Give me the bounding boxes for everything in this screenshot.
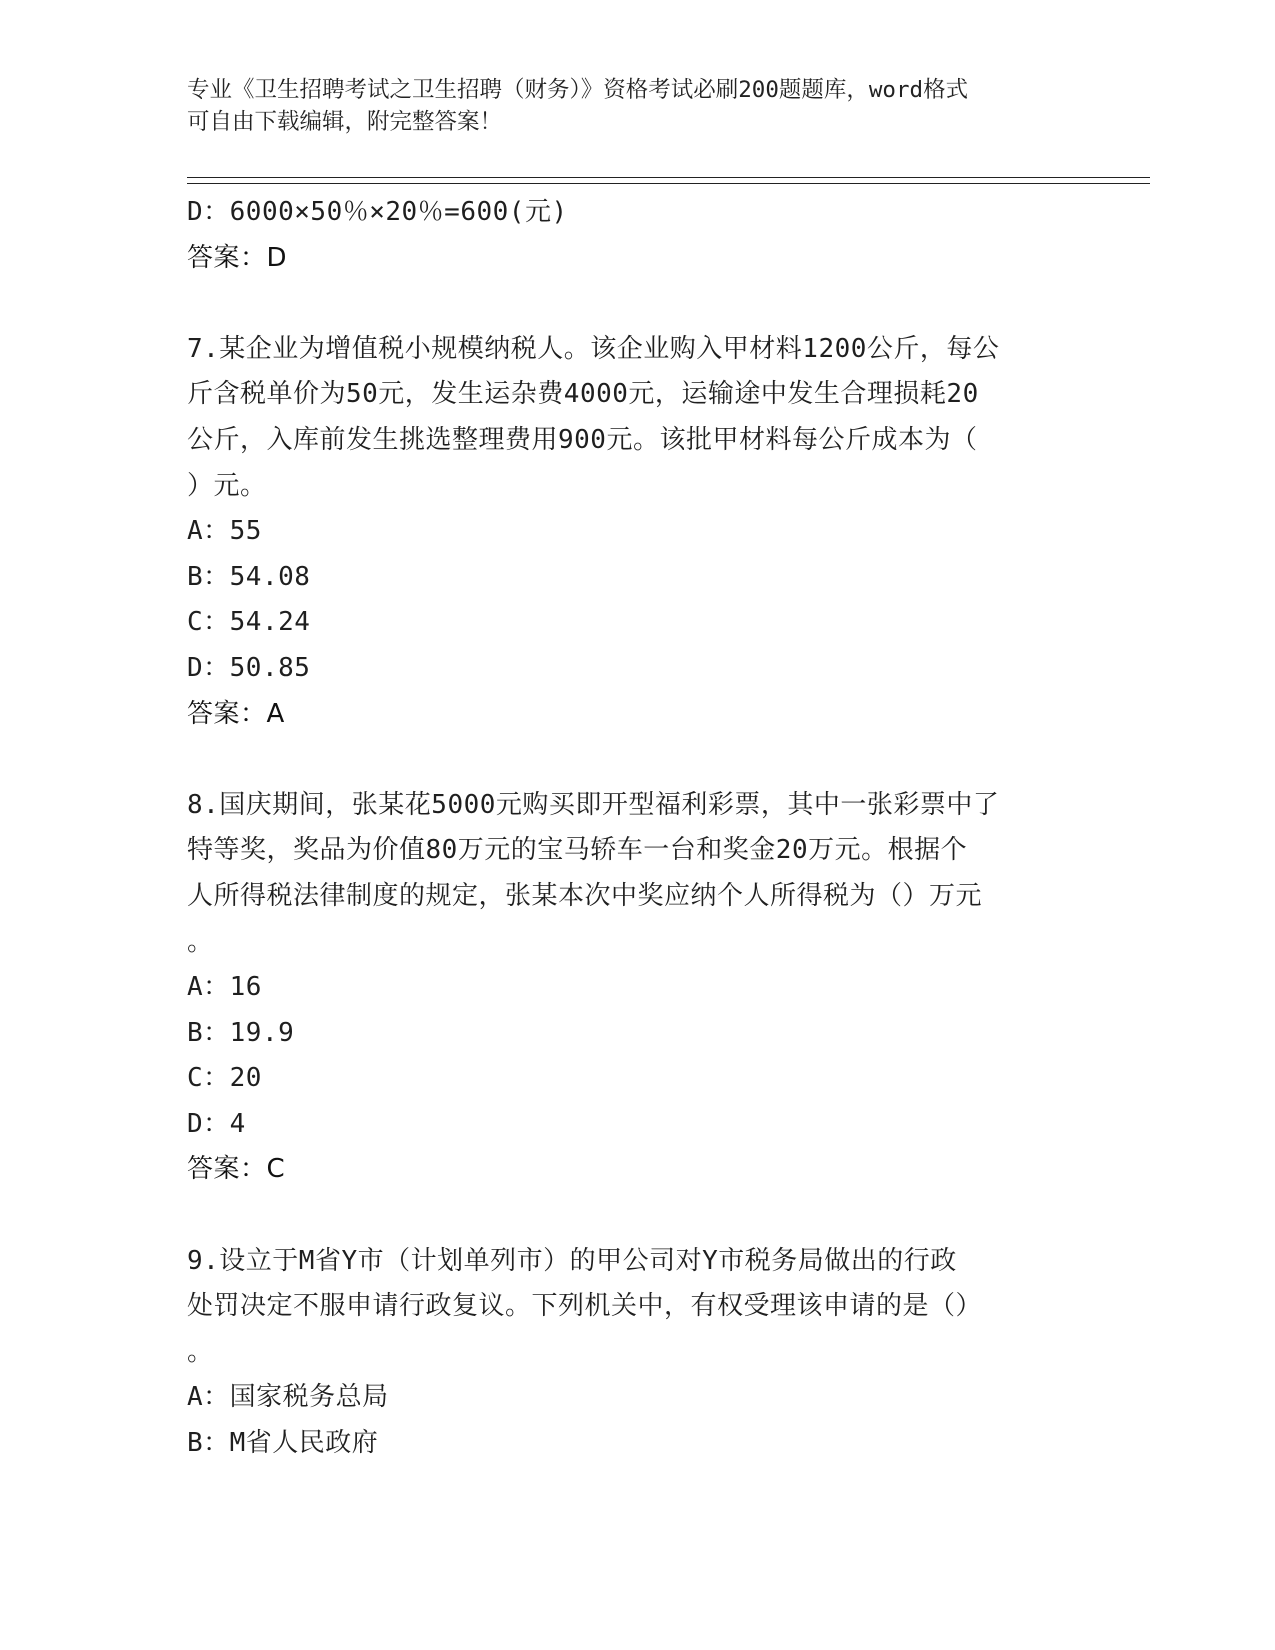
- option-a: A：国家税务总局: [187, 1382, 389, 1413]
- option-a: A：16: [187, 972, 262, 1003]
- option-c: C：20: [187, 1063, 262, 1094]
- option-b: B：19.9: [187, 1017, 295, 1048]
- header-divider-bottom: [187, 183, 1150, 184]
- header-divider-top: [187, 177, 1150, 178]
- option-d: D：4: [187, 1108, 246, 1139]
- answer: 答案：C: [187, 1154, 286, 1185]
- question-stem-line: 人所得税法律制度的规定，张某本次中奖应纳个人所得税为（）万元: [187, 880, 983, 911]
- prev-answer: 答案：D: [187, 242, 288, 273]
- option-b: B：M省人民政府: [187, 1428, 379, 1459]
- question-stem-line: 特等奖，奖品为价值80万元的宝马轿车一台和奖金20万元。根据个: [187, 835, 968, 866]
- question-stem-line: 。: [187, 926, 214, 957]
- question-stem-line: 处罚决定不服申请行政复议。下列机关中，有权受理该申请的是（）: [187, 1291, 983, 1322]
- question-content: [187, 190, 1087, 1467]
- document-header: [187, 74, 1087, 138]
- prev-option-d: D：6000×50％×20％=600(元): [187, 197, 568, 227]
- header-line-1: 专业《卫生招聘考试之卫生招聘（财务）》资格考试必刷200题题库，word格式: [187, 77, 969, 103]
- option-d: D：50.85: [187, 652, 311, 683]
- question-7: [187, 327, 1087, 737]
- question-9: [187, 1239, 1087, 1467]
- question-8: [187, 783, 1087, 1193]
- question-stem-line: ）元。: [187, 470, 267, 501]
- question-stem-line: 。: [187, 1336, 214, 1367]
- question-stem-line: 7.某企业为增值税小规模纳税人。该企业购入甲材料1200公斤，每公: [187, 333, 1000, 364]
- option-c: C：54.24: [187, 607, 311, 638]
- question-stem-line: 9.设立于M省Y市（计划单列市）的甲公司对Y市税务局做出的行政: [187, 1245, 957, 1276]
- option-a: A：55: [187, 516, 262, 547]
- spacer: [187, 737, 1087, 783]
- spacer: [187, 1193, 1087, 1239]
- option-b: B：54.08: [187, 561, 311, 592]
- question-stem-line: 8.国庆期间，张某花5000元购买即开型福利彩票，其中一张彩票中了: [187, 789, 1000, 820]
- spacer: [187, 281, 1087, 327]
- answer: 答案：A: [187, 698, 285, 729]
- question-stem-line: 公斤，入库前发生挑选整理费用900元。该批甲材料每公斤成本为（: [187, 424, 978, 455]
- header-line-2: 可自由下载编辑，附完整答案！: [187, 109, 503, 135]
- question-stem-line: 斤含税单价为50元，发生运杂费4000元，运输途中发生合理损耗20: [187, 379, 979, 410]
